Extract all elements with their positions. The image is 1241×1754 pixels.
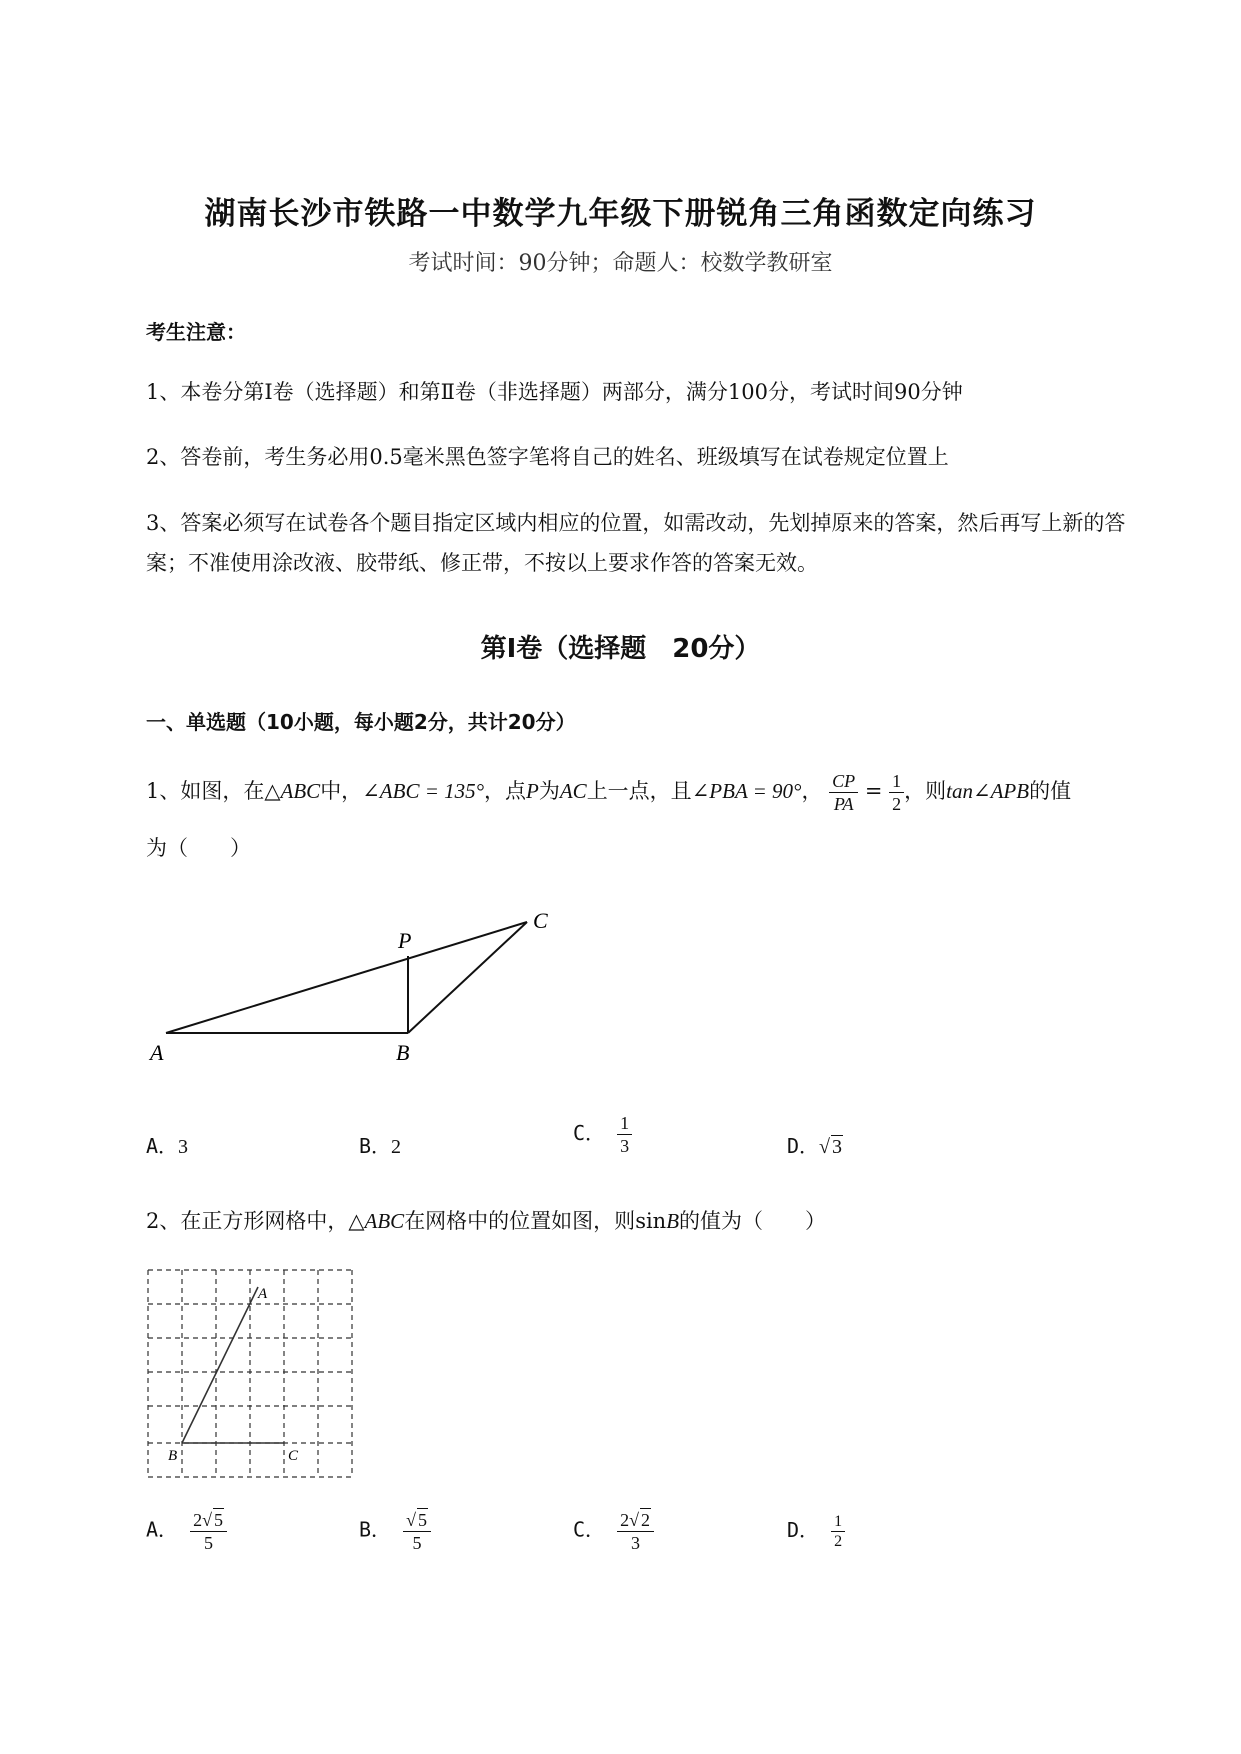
q1-option-c[interactable]: C． $\frac{1}{3}$ — [573, 1112, 632, 1157]
q2-option-a[interactable]: A． $\frac{2√ 5}{5}$ — [146, 1508, 227, 1554]
segment-ac — [166, 922, 527, 1033]
label-b: B — [168, 1448, 178, 1464]
section-title: 第Ⅰ卷（选择题 20分） — [480, 634, 761, 664]
q1-option-d[interactable]: D．√ 3 — [787, 1134, 843, 1158]
notice-item-1: 1、本卷分第Ⅰ卷（选择题）和第Ⅱ卷（非选择题）两部分，满分100分，考试时间90分钟 — [146, 380, 963, 404]
notice-item-2: 2、答卷前，考生务必用0.5毫米黑色签字笔将自己的姓名、班级填写在试卷规定位置上 — [146, 445, 949, 469]
question-2-stem: 2、在正方形网格中，△ABC在网格中的位置如图，则sinB的值为（ ） — [146, 1209, 827, 1233]
section-subtitle: 一、单选题（10小题，每小题2分，共计20分） — [146, 710, 576, 734]
notice-heading: 考生注意： — [146, 320, 246, 344]
grid-lines — [148, 1270, 352, 1477]
label-p: P — [398, 928, 412, 953]
label-c: C — [288, 1448, 299, 1464]
exam-info: 考试时间：90分钟；命题人：校数学教研室 — [408, 251, 833, 276]
label-a: A — [150, 1040, 164, 1065]
q2-option-d[interactable]: D． $\frac{1}{2}$ — [787, 1512, 845, 1551]
label-b: B — [396, 1040, 410, 1065]
page-title: 湖南长沙市铁路一中数学九年级下册锐角三角函数定向练习 — [204, 196, 1037, 232]
grid-figure-2 — [140, 1265, 370, 1485]
segment-ab — [182, 1287, 258, 1443]
question-1-stem: 1、如图，在△ABC中，∠ABC = 135°，点P为AC上一点，且∠PBA = 90°， $\frac{CP}{PA}$ = $\frac{1}{2}$ ，则tan∠APB的值 — [146, 771, 1072, 814]
q2-option-b[interactable]: B． $\frac{√ 5}{5}$ — [359, 1508, 431, 1554]
q1-option-a[interactable]: A．3 — [146, 1134, 189, 1158]
ratio-fraction: $\frac{CP}{PA}$ — [829, 770, 858, 815]
q2-option-c[interactable]: C． $\frac{2√ 2}{3}$ — [573, 1508, 654, 1554]
segment-bc — [408, 922, 527, 1033]
question-1-stem-cont: 为（ ） — [146, 836, 251, 860]
q1-option-b[interactable]: B．2 — [359, 1134, 402, 1158]
half-fraction: $\frac{1}{2}$ — [889, 770, 904, 815]
triangle-figure-1 — [140, 900, 580, 1080]
label-a: A — [258, 1286, 268, 1302]
label-c: C — [533, 908, 548, 933]
notice-item-3: 3、答案必须写在试卷各个题目指定区域内相应的位置，如需改动，先划掉原来的答案，然后再写上新的答案；不准使用涂改液、胶带纸、修正带，不按以上要求作答的答案无效。 — [146, 511, 1126, 575]
